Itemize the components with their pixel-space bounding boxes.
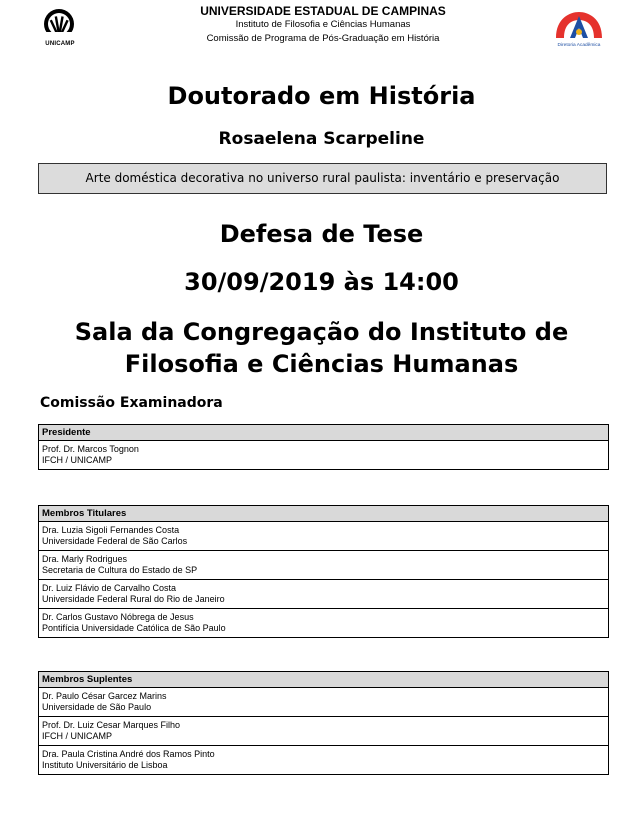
institute-name: Instituto de Filosofia e Ciências Humanas <box>235 19 411 30</box>
student-name: Rosaelena Scarpeline <box>218 129 425 149</box>
dac-logo-icon <box>550 8 608 44</box>
dac-logo-text: Diretoria Acadêmica <box>557 43 601 48</box>
defense-datetime: 30/09/2019 às 14:00 <box>184 268 459 296</box>
member-institution: Universidade Federal Rural do Rio de Janeiro <box>42 594 225 604</box>
member-institution: Universidade de São Paulo <box>42 702 152 712</box>
dac-logo <box>550 8 608 52</box>
suplentes-heading: Membros Suplentes <box>39 672 608 688</box>
member-institution: Pontifícia Universidade Católica de São Paulo <box>42 623 226 633</box>
unicamp-logo-icon <box>43 8 75 40</box>
commission-name: Comissão de Programa de Pós-Graduação em História <box>206 33 440 44</box>
thesis-title: Arte doméstica decorativa no universo rural paulista: inventário e preservação <box>85 171 560 185</box>
document-header <box>160 4 486 46</box>
table-row <box>39 688 608 716</box>
member-institution: Universidade Federal de São Carlos <box>42 536 188 546</box>
member-name: Dr. Luiz Flávio de Carvalho Costa <box>42 583 177 593</box>
member-name: Dra. Luzia Sigoli Fernandes Costa <box>42 525 180 535</box>
member-name: Dr. Paulo César Garcez Marins <box>42 691 167 701</box>
president-table <box>38 424 609 470</box>
table-row <box>39 579 608 608</box>
titulares-heading: Membros Titulares <box>39 506 608 522</box>
member-institution: IFCH / UNICAMP <box>42 455 113 465</box>
program-title: Doutorado em História <box>167 82 476 110</box>
table-row <box>39 550 608 579</box>
unicamp-logo <box>40 8 80 50</box>
venue-line-1: Sala da Congregação do Instituto de <box>74 318 569 346</box>
member-name: Dra. Paula Cristina André dos Ramos Pinto <box>42 749 215 759</box>
member-institution: Instituto Universitário de Lisboa <box>42 760 168 770</box>
suplentes-table <box>38 671 609 775</box>
unicamp-logo-text: UNICAMP <box>45 41 75 47</box>
venue-line-2: Filosofia e Ciências Humanas <box>124 350 519 378</box>
member-institution: IFCH / UNICAMP <box>42 731 113 741</box>
member-name: Dr. Carlos Gustavo Nóbrega de Jesus <box>42 612 194 622</box>
member-name: Dra. Marly Rodrigues <box>42 554 128 564</box>
thesis-title-box <box>38 163 607 194</box>
member-name: Prof. Dr. Luiz Cesar Marques Filho <box>42 720 181 730</box>
table-row <box>39 441 608 469</box>
table-row <box>39 716 608 745</box>
table-row <box>39 522 608 550</box>
titulares-table <box>38 505 609 638</box>
defense-label: Defesa de Tese <box>219 220 424 248</box>
defense-venue <box>0 316 643 380</box>
member-institution: Secretaria de Cultura do Estado de SP <box>42 565 198 575</box>
table-row <box>39 745 608 774</box>
member-name: Prof. Dr. Marcos Tognon <box>42 444 139 454</box>
committee-label: Comissão Examinadora <box>40 395 223 411</box>
president-heading: Presidente <box>39 425 608 441</box>
table-row <box>39 608 608 637</box>
university-name: UNIVERSIDADE ESTADUAL DE CAMPINAS <box>200 4 446 18</box>
